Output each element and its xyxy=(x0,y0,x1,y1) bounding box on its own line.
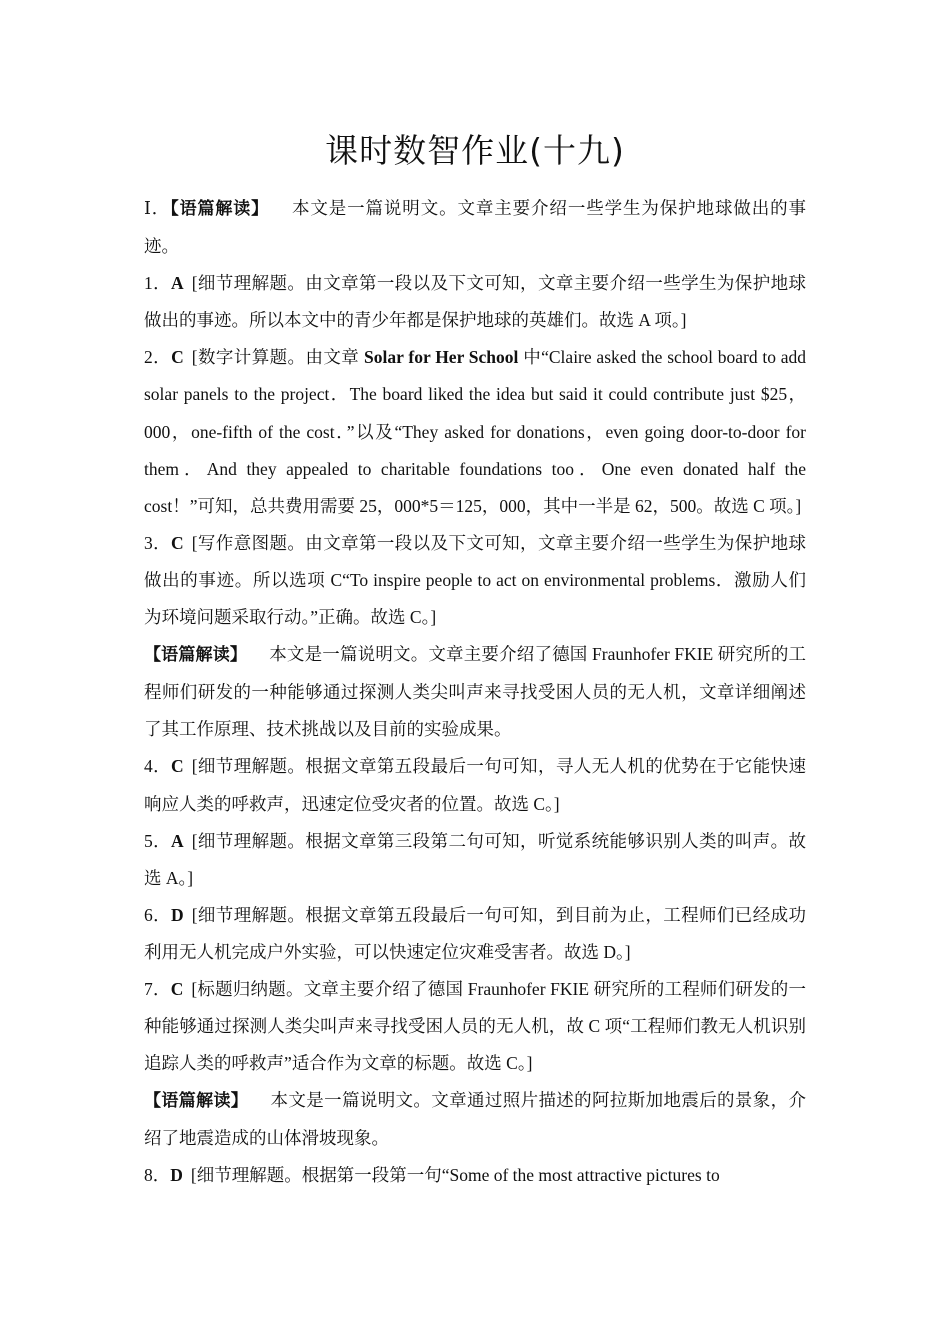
passage-reading-tag: 【语篇解读】 xyxy=(170,199,270,219)
answer-letter: A xyxy=(171,830,184,851)
answer-5 xyxy=(144,823,806,897)
passage-summary-text: 本文是一篇说明文。文章主要介绍一些学生为保护地球做出的事迹。 xyxy=(144,198,807,257)
answer-8 xyxy=(144,1157,806,1194)
question-number: 7． xyxy=(144,978,171,999)
answer-letter: C xyxy=(171,347,184,368)
answer-explanation: [数字计算题。由文章 xyxy=(191,347,360,368)
passage-summary-2 xyxy=(144,636,806,748)
answer-1 xyxy=(144,265,806,339)
answer-letter: A xyxy=(171,273,184,294)
answer-letter: D xyxy=(170,1165,183,1186)
answer-explanation: [细节理解题。根据第一段第一句“Some of the most attractive pictures to xyxy=(190,1165,720,1186)
answer-letter: C xyxy=(170,978,184,999)
answer-explanation: [细节理解题。根据文章第五段最后一句可知，寻人无人机的优势在于它能快速响应人类的呼救声，迅速定位受灾者的位置。故选 C。] xyxy=(144,756,807,814)
passage-summary-text: 本文是一篇说明文。文章通过照片描述的阿拉斯加地震后的景象，介绍了地震造成的山体滑坡现象。 xyxy=(144,1090,807,1149)
question-number: 2． xyxy=(144,347,172,368)
answer-explanation: [细节理解题。根据文章第三段第二句可知，听觉系统能够识别人类的叫声。故选 A。] xyxy=(144,830,807,888)
question-number: 8． xyxy=(144,1165,171,1186)
passage-summary-1 xyxy=(144,190,806,265)
answer-explanation: [细节理解题。由文章第一段以及下文可知，文章主要介绍一些学生为保护地球做出的事迹。所以本文中的青少年都是保护地球的英雄们。故选 A 项。] xyxy=(144,273,807,331)
question-number: 4． xyxy=(144,756,172,777)
question-number: 5． xyxy=(144,830,172,851)
answer-6 xyxy=(144,897,806,971)
answer-explanation: [写作意图题。由文章第一段以及下文可知，文章主要介绍一些学生为保护地球做出的事迹。所以选项 C“To inspire people to act on environmental problems．激励人们为环境问题采取行动。”正确。故选 C。] xyxy=(144,532,807,628)
answer-7 xyxy=(144,971,806,1082)
section-number: Ⅰ． xyxy=(144,198,171,218)
passage-summary-3 xyxy=(144,1082,806,1157)
answer-letter: D xyxy=(171,904,184,925)
passage-summary-text: 本文是一篇说明文。文章主要介绍了德国 Fraunhofer FKIE 研究所的工程师们研发的一种能够通过探测人类尖叫声来寻找受困人员的无人机，文章详细阐述了其工作原理、技术挑战以及目前的实验成果。 xyxy=(144,644,806,740)
passage-reading-tag: 【语篇解读】 xyxy=(144,645,248,666)
answer-3 xyxy=(144,525,806,636)
article-title: Solar for Her School xyxy=(364,347,519,368)
answer-2 xyxy=(144,339,806,524)
question-number: 6． xyxy=(144,904,172,925)
passage-reading-tag: 【语篇解读】 xyxy=(144,1091,249,1112)
answer-content xyxy=(144,190,806,1195)
answer-letter: C xyxy=(171,756,184,777)
answer-letter: C xyxy=(171,532,184,553)
page-title: 课时数智作业(十九) xyxy=(325,131,625,170)
answer-explanation: [细节理解题。根据文章第五段最后一句可知，到目前为止，工程师们已经成功利用无人机完成户外实验，可以快速定位灾难受害者。故选 D。] xyxy=(144,904,807,962)
answer-4 xyxy=(144,748,806,822)
answer-explanation-cont: 中“Claire asked the school board to add solar panels to the project．The board liked the idea but said it could contribute just $25，000，one-fifth of the cost．”以及“They asked for donations，even going door-to-door for them．And they appealed to charitable foundations too．One even donated half the cost！”可知，总共费用需要 25，000*5＝125，000，其中一半是 62，500。故选 C 项。] xyxy=(144,347,807,516)
question-number: 1． xyxy=(144,273,172,294)
question-number: 3． xyxy=(144,532,172,553)
answer-explanation: [标题归纳题。文章主要介绍了德国 Fraunhofer FKIE 研究所的工程师们研发的一种能够通过探测人类尖叫声来寻找受困人员的无人机，故 C 项“工程师们教无人机识别追踪人类的呼救声”适合作为文章的标题。故选 C。] xyxy=(144,978,807,1074)
